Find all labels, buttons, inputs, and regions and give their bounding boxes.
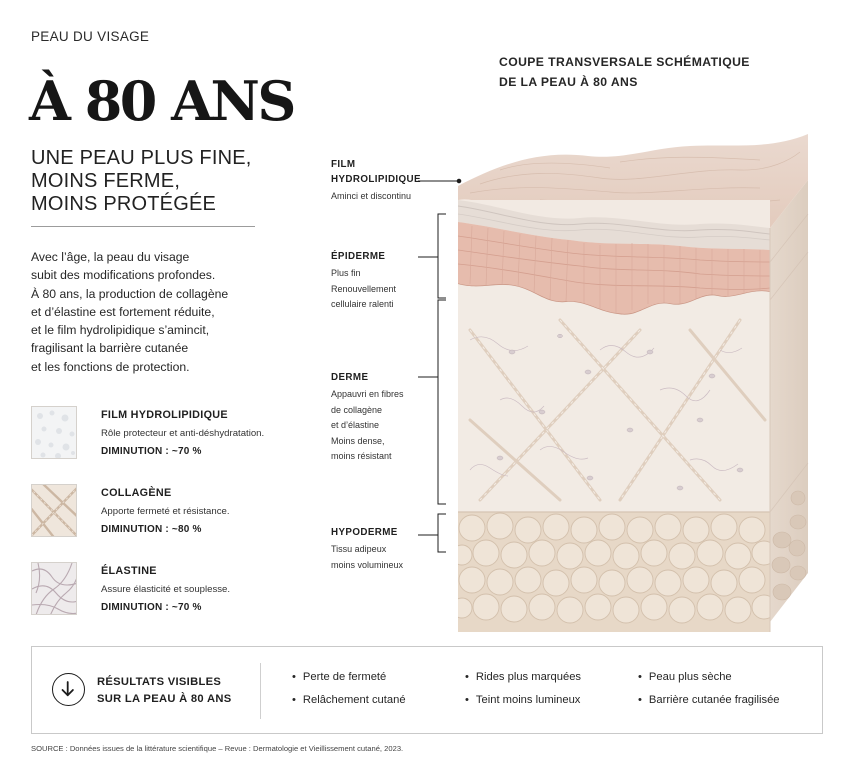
legend-name: ÉLASTINE: [101, 565, 157, 577]
subtitle-line: MOINS FERME,: [31, 170, 181, 192]
label-name: ÉPIDERME: [331, 251, 386, 262]
intro-line: subit des modifications profondes.: [31, 268, 216, 283]
arrow-down-circle-icon: [52, 673, 85, 706]
legend-description: Assure élasticité et souplesse.: [101, 584, 231, 595]
legend-description: Rôle protecteur et anti-déshydratation.: [101, 428, 265, 439]
label-detail: de collagène: [331, 404, 383, 415]
legend-decrease: DIMINUTION : ~70 %: [101, 446, 202, 457]
result-bullet: • Peau plus sèche: [638, 671, 732, 683]
label-detail: moins résistant: [331, 451, 392, 461]
legend-name: FILM HYDROLIPIDIQUE: [101, 409, 228, 421]
page-title: À 80 ANS: [29, 69, 294, 133]
results-title: [97, 674, 231, 708]
diagram-title-line: DE LA PEAU À 80 ANS: [499, 75, 638, 89]
label-derme: [331, 370, 404, 465]
result-bullet: • Teint moins lumineux: [465, 694, 580, 706]
intro-line: fragilisant la barrière cutanée: [31, 341, 189, 356]
subtitle-line: UNE PEAU PLUS FINE,: [31, 147, 252, 169]
legend-decrease: DIMINUTION : ~70 %: [101, 602, 202, 613]
source-note: SOURCE : Données issues de la littérature scientifique – Revue : Dermatologie et Vieillissement cutané, 2023.: [31, 744, 404, 753]
label-detail: moins volumineux: [331, 559, 404, 570]
legend-description: Apporte fermeté et résistance.: [101, 506, 230, 517]
legend-decrease: DIMINUTION : ~80 %: [101, 524, 202, 535]
label-epiderme: [331, 249, 396, 313]
label-detail: Renouvellement: [331, 283, 397, 294]
label-name: DERME: [331, 372, 369, 383]
result-bullet: • Barrière cutanée fragilisée: [638, 694, 780, 706]
intro-line: À 80 ans, la production de collagène: [31, 286, 229, 301]
label-hypoderme: [331, 525, 403, 573]
result-bullet: • Rides plus marquées: [465, 671, 581, 683]
result-bullet: • Relâchement cutané: [292, 694, 406, 706]
label-detail: Plus fin: [331, 268, 361, 278]
label-film: [331, 157, 421, 205]
subtitle-line: MOINS PROTÉGÉE: [31, 193, 217, 215]
label-detail: cellulaire ralenti: [331, 299, 394, 309]
legend-name: COLLAGÈNE: [101, 487, 172, 499]
label-detail: et d’élastine: [331, 420, 380, 430]
intro-line: et les fonctions de protection.: [31, 359, 190, 374]
results-title-line: RÉSULTATS VISIBLES: [97, 676, 222, 688]
results-box: [31, 646, 823, 734]
label-name: HYPODERME: [331, 527, 398, 538]
label-detail: Moins dense,: [331, 435, 385, 446]
diagram-title-line: COUPE TRANSVERSALE SCHÉMATIQUE: [499, 55, 750, 69]
label-name: FILM: [331, 159, 356, 170]
leader-lines: [418, 179, 461, 552]
results-title-line: SUR LA PEAU À 80 ANS: [97, 693, 232, 705]
intro-line: Avec l’âge, la peau du visage: [31, 250, 190, 264]
label-name: HYDROLIPIDIQUE: [331, 174, 421, 185]
results-divider: [260, 663, 261, 719]
label-detail: Aminci et discontinu: [331, 191, 412, 201]
result-bullet: • Perte de fermeté: [292, 671, 386, 683]
label-detail: Tissu adipeux: [331, 544, 387, 554]
intro-line: et d’élastine est fortement réduite,: [31, 304, 215, 319]
intro-line: et le film hydrolipidique s’amincit,: [31, 323, 210, 338]
label-detail: Appauvri en fibres: [331, 389, 404, 399]
block-side-face: [770, 180, 808, 622]
kicker: PEAU DU VISAGE: [31, 29, 150, 44]
